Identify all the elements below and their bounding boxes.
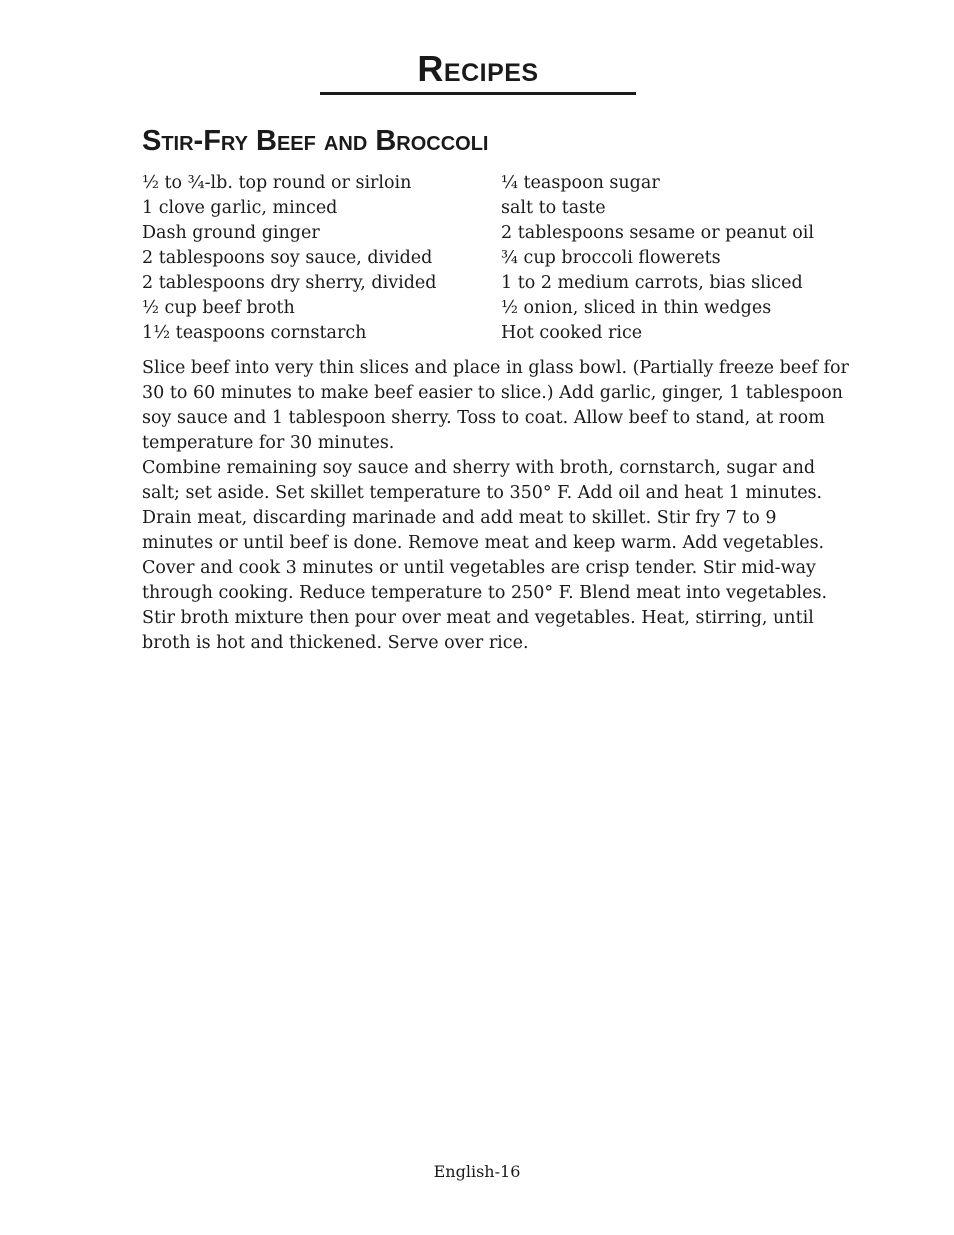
ingredient-item: Hot cooked rice (501, 323, 643, 343)
instruction-line: soy sauce and 1 tablespoon sherry. Toss to coat. Allow beef to stand, at room (142, 408, 825, 428)
ingredient-item: salt to taste (501, 198, 606, 218)
ingredients-left-column (142, 171, 436, 346)
recipe-instructions (142, 356, 849, 656)
ingredient-item: 1 to 2 medium carrots, bias sliced (501, 273, 803, 293)
ingredient-item: Dash ground ginger (142, 223, 320, 243)
instruction-line: broth is hot and thickened. Serve over rice. (142, 633, 529, 653)
instruction-line: Drain meat, discarding marinade and add meat to skillet. Stir fry 7 to 9 (142, 508, 777, 528)
ingredient-item: ½ onion, sliced in thin wedges (501, 298, 772, 318)
instruction-line: through cooking. Reduce temperature to 250° F. Blend meat into vegetables. (142, 583, 828, 603)
instruction-line: Stir broth mixture then pour over meat and vegetables. Heat, stirring, until (142, 608, 814, 628)
instruction-line: minutes or until beef is done. Remove meat and keep warm. Add vegetables. (142, 533, 825, 553)
ingredient-item: 2 tablespoons soy sauce, divided (142, 248, 433, 268)
page-title: Recipes (417, 48, 539, 89)
ingredients-right-column (501, 171, 814, 346)
ingredient-item: ¾ cup broccoli flowerets (501, 248, 721, 268)
ingredient-item: 2 tablespoons sesame or peanut oil (501, 223, 814, 243)
instruction-line: salt; set aside. Set skillet temperature to 350° F. Add oil and heat 1 minutes. (142, 483, 823, 503)
ingredient-item: 1 clove garlic, minced (142, 198, 338, 218)
ingredient-item: ½ to ¾-lb. top round or sirloin (142, 173, 412, 193)
instruction-line: temperature for 30 minutes. (142, 433, 395, 453)
ingredient-item: ¼ teaspoon sugar (501, 173, 660, 193)
ingredient-item: ½ cup beef broth (142, 298, 295, 318)
ingredient-item: 1½ teaspoons cornstarch (142, 323, 367, 343)
ingredient-item: 2 tablespoons dry sherry, divided (142, 273, 437, 293)
title-underline (320, 92, 636, 95)
instruction-line: Combine remaining soy sauce and sherry with broth, cornstarch, sugar and (142, 458, 816, 478)
instruction-line: Slice beef into very thin slices and place in glass bowl. (Partially freeze beef for (142, 358, 849, 378)
instruction-line: 30 to 60 minutes to make beef easier to slice.) Add garlic, ginger, 1 tablespoon (142, 383, 843, 403)
recipe-title: Stir-Fry Beef and Broccoli (142, 125, 489, 157)
instruction-line: Cover and cook 3 minutes or until vegetables are crisp tender. Stir mid-way (142, 558, 816, 578)
page-number: English-16 (433, 1162, 521, 1181)
